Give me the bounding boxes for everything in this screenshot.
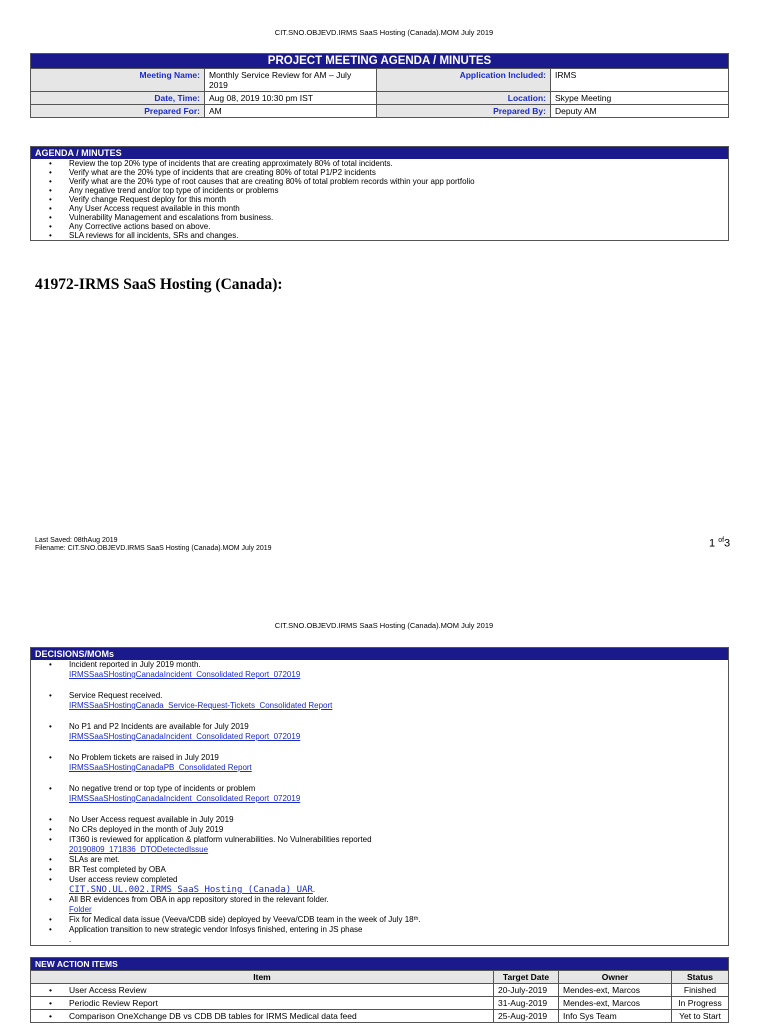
agenda-title: PROJECT MEETING AGENDA / MINUTES — [31, 54, 729, 69]
location-label: Location: — [377, 92, 551, 105]
col-target-date: Target Date — [494, 971, 559, 984]
col-owner: Owner — [559, 971, 672, 984]
list-item: • No User Access request available in July 2019 — [69, 815, 728, 825]
action-status: Yet to Start — [672, 1010, 729, 1023]
action-status: Finished — [672, 984, 729, 997]
date-value: Aug 08, 2019 10:30 pm IST — [205, 92, 377, 105]
page-current: 1 — [709, 537, 716, 550]
decision-link[interactable]: IRMSSaaSHostingCanadaIncident_Consolidated Report_072019 — [69, 794, 301, 803]
decision-text: • User access review completed — [69, 875, 178, 884]
footer-filename: Filename: CIT.SNO.OBJEVD.IRMS SaaS Hosting (Canada).MOM July 2019 — [35, 545, 272, 552]
page-header-2: CIT.SNO.OBJEVD.IRMS SaaS Hosting (Canada).MOM July 2019 — [274, 621, 494, 630]
application-label: Application Included: — [377, 69, 551, 92]
action-item: • User Access Review — [31, 984, 494, 997]
list-item — [69, 835, 728, 855]
decision-link[interactable]: 20190809_171836_DTODetectedIssue — [69, 845, 209, 854]
action-owner: Info Sys Team — [559, 1010, 672, 1023]
prepared-by-value: Deputy AM — [551, 105, 729, 118]
list-item — [69, 895, 728, 915]
action-date: 31-Aug-2019 — [494, 997, 559, 1010]
meeting-name-label: Meeting Name: — [31, 69, 205, 92]
list-item: • Any User Access request available in this month — [69, 204, 728, 213]
page-number — [709, 537, 730, 550]
action-owner: Mendes-ext, Marcos — [559, 997, 672, 1010]
action-items-table — [30, 957, 729, 1023]
decisions-heading: DECISIONS/MOMs — [31, 648, 728, 660]
list-item: • No CRs deployed in the month of July 2019 — [69, 825, 728, 835]
list-item — [69, 691, 728, 711]
agenda-heading: AGENDA / MINUTES — [31, 147, 728, 159]
decision-link[interactable]: IRMSSaaSHostingCanada_Service-Request-Tickets_Consolidated Report — [69, 701, 333, 710]
list-item: • Vulnerability Management and escalations from business. — [69, 213, 728, 222]
list-item: • User access review completed CIT.SNO.UL.002.IRMS SaaS Hosting (Canada) UAR. — [69, 875, 728, 895]
decision-link[interactable]: Folder — [69, 905, 92, 914]
prepared-for-label: Prepared For: — [31, 105, 205, 118]
list-item: • Verify change Request deploy for this month — [69, 195, 728, 204]
action-owner: Mendes-ext, Marcos — [559, 984, 672, 997]
decision-text: • All BR evidences from OBA in app repository stored in the relevant folder. — [69, 895, 329, 904]
list-item: • Verify what are the 20% type of incidents that are creating 80% of total P1/P2 incidents — [69, 168, 728, 177]
list-item: • Any negative trend and/or top type of incidents or problems — [69, 186, 728, 195]
list-item — [69, 784, 728, 804]
page-of: of — [718, 537, 725, 544]
action-status: In Progress — [672, 997, 729, 1010]
list-item — [69, 660, 728, 680]
table-row — [31, 997, 729, 1010]
decision-text: • No negative trend or top type of incidents or problem — [69, 784, 256, 793]
decision-link[interactable]: CIT.SNO.UL.002.IRMS SaaS Hosting (Canada) UAR — [69, 885, 313, 895]
page-total: 3 — [724, 537, 731, 550]
action-item: • Comparison OneXchange DB vs CDB DB tables for IRMS Medical data feed — [31, 1010, 494, 1023]
prepared-by-label: Prepared By: — [377, 105, 551, 118]
meeting-info-table — [30, 53, 729, 118]
decision-link[interactable]: IRMSSaaSHostingCanadaIncident_Consolidated Report_072019 — [69, 670, 301, 679]
action-date: 20-July-2019 — [494, 984, 559, 997]
list-item: • Application transition to new strategic vendor Infosys finished, entering in JS phase — [69, 925, 728, 935]
meeting-name-value: Monthly Service Review for AM – July 2019 — [205, 69, 377, 92]
action-item: • Periodic Review Report — [31, 997, 494, 1010]
actions-heading: NEW ACTION ITEMS — [31, 958, 729, 971]
list-item: • Fix for Medical data issue (Veeva/CDB side) deployed by Veeva/CDB team in the week of July 18ᵗʰ. — [69, 915, 728, 925]
col-status: Status — [672, 971, 729, 984]
date-label: Date, Time: — [31, 92, 205, 105]
page-header: CIT.SNO.OBJEVD.IRMS SaaS Hosting (Canada).MOM July 2019 — [274, 28, 494, 37]
decision-text: • No P1 and P2 Incidents are available for July 2019 — [69, 722, 249, 731]
table-row — [31, 984, 729, 997]
action-date: 25-Aug-2019 — [494, 1010, 559, 1023]
footer-last-saved: Last Saved: 08thAug 2019 — [35, 537, 118, 544]
decision-text: • Service Request received. — [69, 691, 163, 700]
agenda-list — [31, 159, 728, 240]
list-item: • Verify what are the 20% type of root causes that are creating 80% of total problem records within your app portfolio — [69, 177, 728, 186]
col-item: Item — [31, 971, 494, 984]
list-item: • Review the top 20% type of incidents that are creating approximately 80% of total incidents. — [69, 159, 728, 168]
location-value: Skype Meeting — [551, 92, 729, 105]
decision-text: • IT360 is reviewed for application & platform vulnerabilities. No Vulnerabilities reported — [69, 835, 372, 844]
agenda-box — [30, 146, 729, 241]
prepared-for-value: AM — [205, 105, 377, 118]
list-item — [69, 753, 728, 773]
decisions-end: . — [69, 935, 72, 944]
decision-link[interactable]: IRMSSaaSHostingCanadaIncident_Consolidated Report_072019 — [69, 732, 301, 741]
decisions-list — [31, 660, 728, 951]
application-value: IRMS — [551, 69, 729, 92]
decisions-box — [30, 647, 729, 946]
decision-link[interactable]: IRMSSaaSHostingCanadaPB_Consolidated Report — [69, 763, 252, 772]
table-row — [31, 1010, 729, 1023]
list-item: • SLAs are met. — [69, 855, 728, 865]
decision-text: • Incident reported in July 2019 month. — [69, 660, 201, 669]
list-item: • BR Test completed by OBA — [69, 865, 728, 875]
page-footer — [35, 537, 272, 553]
list-item: • Any Corrective actions based on above. — [69, 222, 728, 231]
list-item — [69, 722, 728, 742]
section-title: 41972-IRMS SaaS Hosting (Canada): — [35, 276, 283, 293]
list-item: • SLA reviews for all incidents, SRs and changes. — [69, 231, 728, 240]
decision-text: • No Problem tickets are raised in July 2019 — [69, 753, 219, 762]
